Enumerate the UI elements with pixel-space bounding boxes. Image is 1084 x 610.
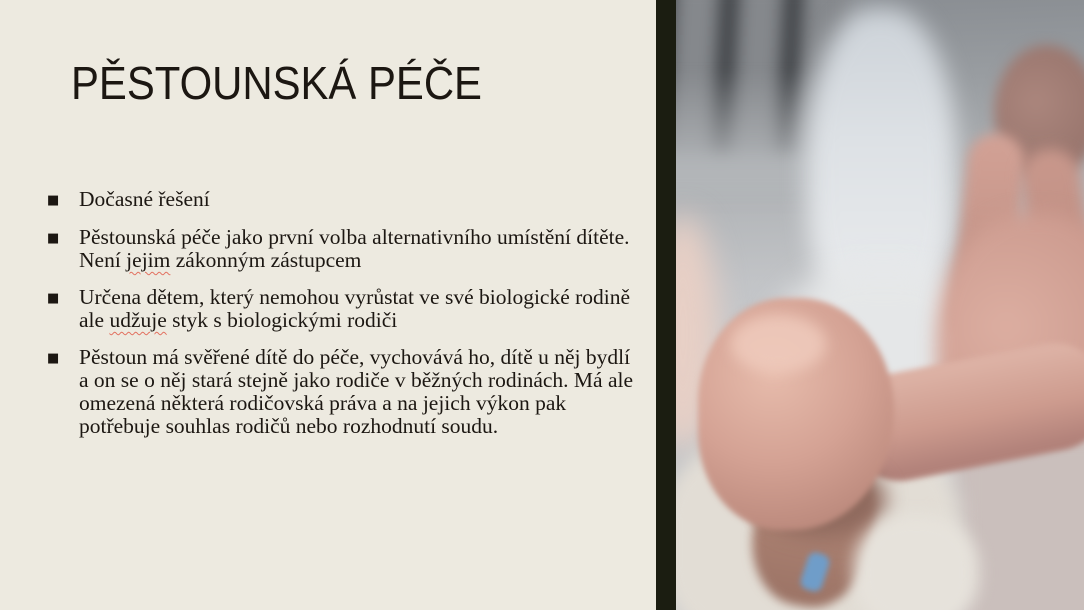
bullet-text-line [79, 369, 633, 392]
text-segment: Pěstoun má svěřené dítě do péče, vychovává ho, dítě u něj bydlí [79, 345, 631, 369]
bullet-text [79, 286, 632, 332]
bullet-square-icon: ■ [47, 291, 60, 306]
text-segment: styk s biologickými rodiči [166, 308, 398, 332]
photo-baby-sleeve-front [854, 515, 979, 610]
text-segment: Dočasné řešení [79, 187, 210, 211]
bullet-text-line [79, 346, 633, 369]
text-segment: Určena dětem, který nemohou vyrůstat ve své biologické rodině [79, 285, 631, 309]
bullet-square-icon: ■ [47, 351, 60, 366]
bullet-text-line [79, 188, 632, 211]
bullet-square-icon: ■ [47, 193, 60, 208]
bullet-text [79, 226, 632, 272]
bullet-item [47, 188, 632, 212]
bullet-item [47, 286, 632, 332]
bullet-square-icon: ■ [47, 231, 60, 246]
bullet-item [47, 346, 632, 438]
bullet-item [47, 226, 632, 272]
bullet-list [47, 188, 632, 452]
misspelled-word: udžuje [109, 308, 167, 332]
slide-title: PĚSTOUNSKÁ PÉČE [71, 57, 482, 109]
photo-fist-highlight [731, 315, 826, 373]
bullet-text [79, 346, 633, 438]
bullet-text-line [79, 392, 633, 415]
divider-bar [656, 0, 676, 610]
text-segment: a on se o něj stará stejně jako rodiče v běžných rodinách. Má ale [79, 368, 634, 392]
bullet-text-line [79, 249, 632, 272]
baby-hand-photo [676, 0, 1084, 610]
text-segment: omezená některá rodičovská práva a na jejich výkon pak [79, 391, 567, 415]
text-segment: ale [79, 308, 110, 332]
text-segment: potřebuje souhlas rodičů nebo rozhodnutí soudu. [79, 414, 499, 438]
text-segment: Není [79, 248, 127, 272]
text-segment: zákonným zástupcem [170, 248, 362, 272]
bullet-text [79, 188, 632, 212]
bullet-text-line [79, 286, 632, 309]
bullet-text-line [79, 309, 632, 332]
bullet-text-line [79, 415, 633, 438]
bullet-text-line [79, 226, 632, 249]
text-segment: Pěstounská péče jako první volba alternativního umístění dítěte. [79, 225, 630, 249]
misspelled-word: jejim [126, 248, 171, 272]
